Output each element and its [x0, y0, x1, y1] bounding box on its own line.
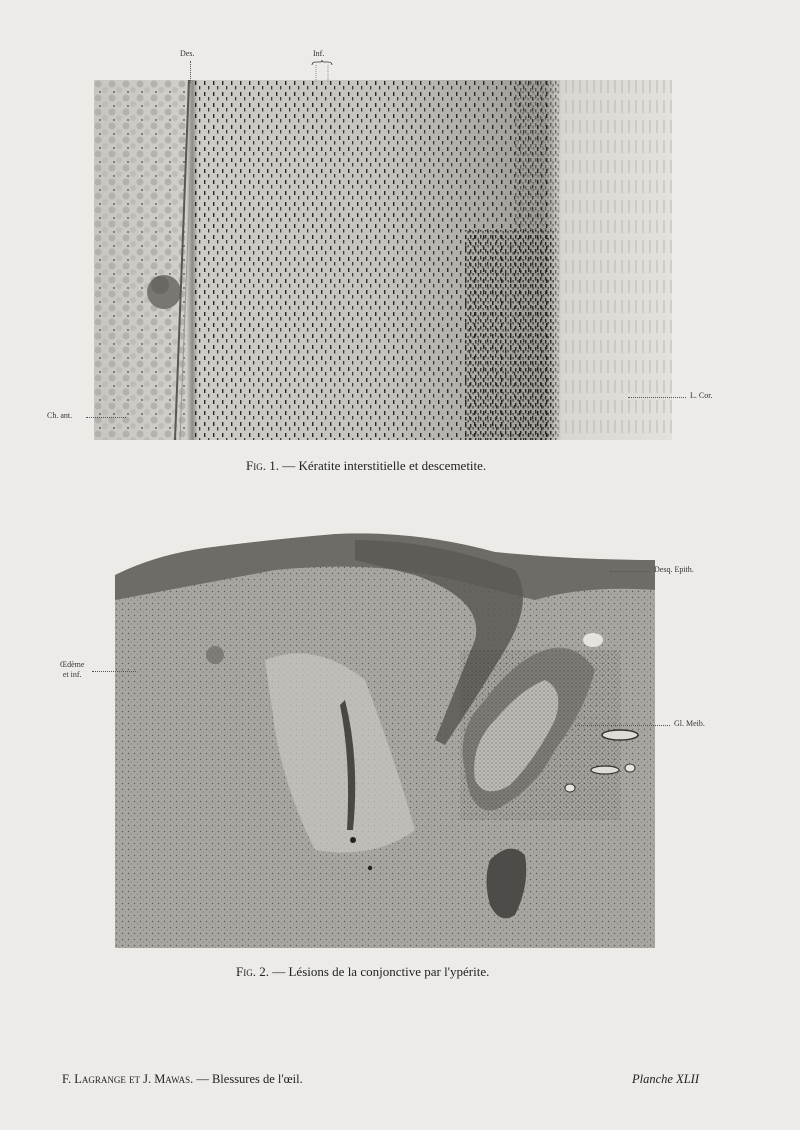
figure-2-caption — [236, 964, 489, 980]
label-l-cor: L. Cor. — [690, 391, 713, 400]
leader-gl-meib — [575, 725, 670, 726]
figure-2-caption-text: — Lésions de la conjonctive par l'ypérite. — [272, 964, 490, 979]
label-oedeme-line2: et inf. — [62, 669, 82, 679]
label-inf: Inf. — [313, 49, 325, 58]
figure-1-caption-number: Fig. 1. — [246, 458, 279, 473]
leader-ch-ant — [86, 417, 126, 418]
label-desq-epith: Desq. Epith. — [654, 565, 694, 574]
leader-desq-epith — [610, 571, 650, 572]
figure-1-caption-text: — Kératite interstitielle et descemetite. — [282, 458, 487, 473]
figure-1-micrograph — [94, 80, 672, 440]
footer-title: — Blessures de l'œil. — [196, 1072, 303, 1086]
label-gl-meib: Gl. Meib. — [674, 719, 705, 728]
leader-des — [190, 61, 191, 83]
label-oedeme-line1: Œdème — [60, 660, 85, 669]
label-oedeme — [60, 660, 84, 679]
figure-2-micrograph — [115, 530, 655, 948]
label-des: Des. — [180, 49, 195, 58]
leader-l-cor — [628, 397, 686, 398]
label-ch-ant: Ch. ant. — [47, 411, 73, 420]
plate-number: Planche XLII — [632, 1072, 699, 1086]
footer-authors: F. Lagrange et J. Mawas. — [62, 1072, 194, 1086]
leader-oedeme — [92, 671, 136, 672]
figure-2-caption-number: Fig. 2. — [236, 964, 269, 979]
figure-1-caption — [246, 458, 486, 474]
brace-inf — [310, 60, 334, 82]
footer-citation — [62, 1072, 303, 1087]
